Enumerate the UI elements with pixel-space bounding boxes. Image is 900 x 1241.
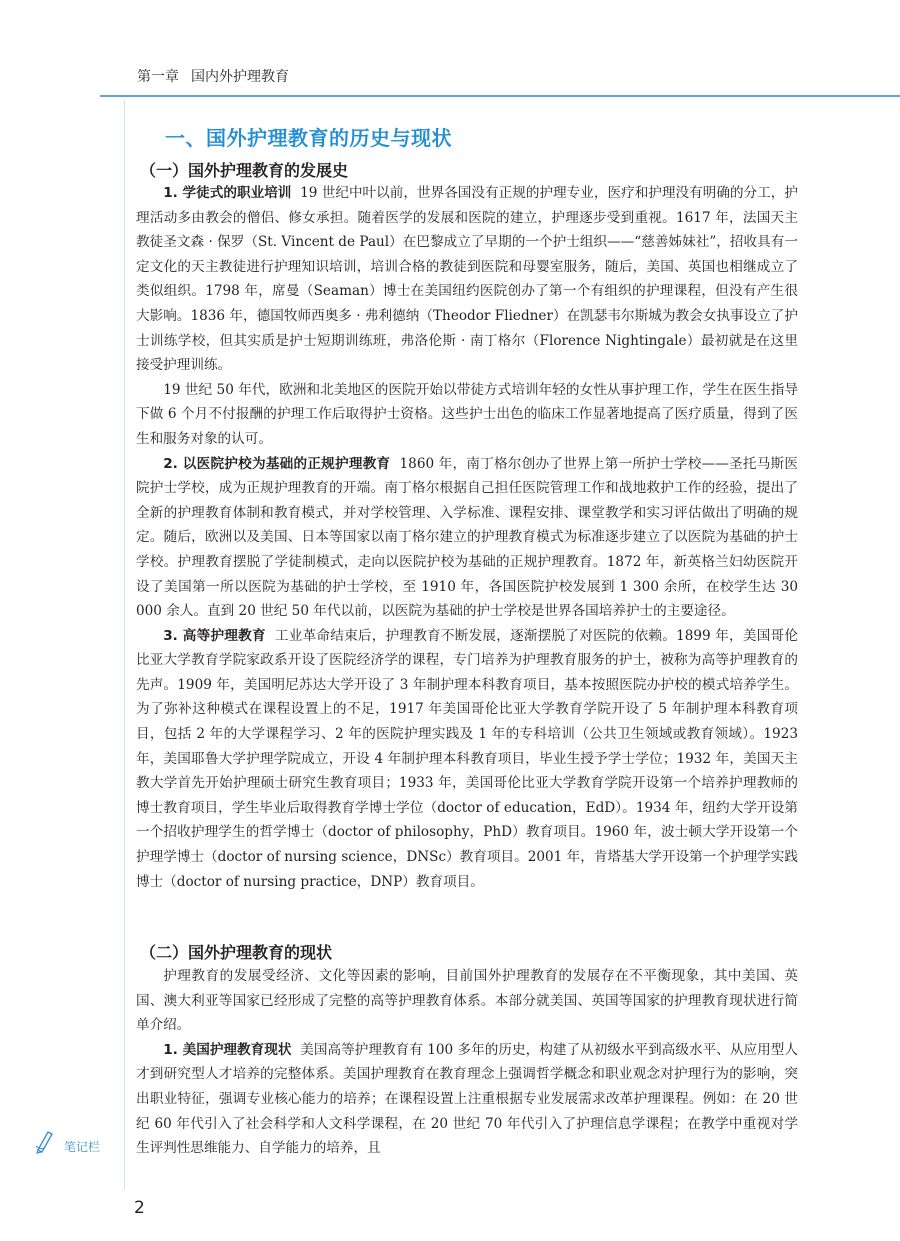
- chapter-title: 国内外护理教育: [191, 69, 289, 85]
- paragraph: [136, 378, 798, 452]
- notes-column-label: 笔记栏: [64, 1140, 101, 1154]
- paragraph-lead: 3. 高等护理教育: [163, 627, 266, 644]
- paragraph-body: 1860 年，南丁格尔创办了世界上第一所护士学校——圣托马斯医院护士学校，成为正规护理教育的开端。南丁格尔根据自己担任医院管理工作和战地救护工作的经验，提出了全新的护理教育体制和教育模式，并对学校管理、入学标准、课程安排、课堂教学和实习评估做出了明确的规定。随后，欧洲以及美国、日本等国家以南丁格尔建立的护理教育模式为标准逐步建立了以医院为基础的护士学校。护理教育摆脱了学徒制模式，走向以医院护校为基础的正规护理教育。1872 年，新英格兰妇幼医院开设了美国第一所以医院为基础的护士学校，至 1910 年，各国医院护校发展到 1 300 余所，在校学生达 30 000 余人。直到 20 世纪 50 年代以前，以医院为基础的护士学校是世界各国培养护士的主要途径。: [136, 455, 798, 620]
- paragraph-lead: 1. 学徒式的职业培训: [163, 185, 292, 201]
- page-number: 2: [134, 1198, 145, 1218]
- paragraph-body: 护理教育的发展受经济、文化等因素的影响，目前国外护理教育的发展存在不平衡现象，其中美国、英国、澳大利亚等国家已经形成了完整的高等护理教育体系。本部分就美国、英国等国家的护理教育现状进行简单介绍。: [136, 968, 798, 1034]
- margin-rule: [124, 100, 125, 1190]
- header-rule: [100, 95, 900, 97]
- paragraph: [136, 624, 798, 895]
- paragraph-body: 19 世纪 50 年代，欧洲和北美地区的医院开始以带徒方式培训年轻的女性从事护理工作，学生在医生指导下做 6 个月不付报酬的护理工作后取得护士资格。这些护士出色的临床工作显著地提高了医疗质量，得到了医生和服务对象的认可。: [136, 381, 798, 447]
- section-title: 一、国外护理教育的历史与现状: [165, 126, 452, 150]
- chapter-label: 第一章: [137, 69, 179, 85]
- paragraph: [136, 181, 798, 378]
- paragraph: [136, 452, 798, 624]
- running-head: [137, 66, 289, 86]
- paragraph-lead: 1. 美国护理教育现状: [163, 1041, 292, 1058]
- pen-icon: [34, 1128, 56, 1154]
- body-text-part2: [136, 964, 798, 1161]
- body-text-part1: [136, 181, 798, 894]
- paragraph: [136, 964, 798, 1038]
- paragraph-lead: 2. 以医院护校为基础的正规护理教育: [163, 455, 391, 472]
- paragraph-body: 19 世纪中叶以前，世界各国没有正规的护理专业，医疗和护理没有明确的分工，护理活动多由教会的僧侣、修女承担。随着医学的发展和医院的建立，护理逐步受到重视。1617 年，法国天主教徒圣文森 · 保罗（St. Vincent de Paul）在巴黎成立了早期的一个护士组织——“慈善姊妹社”，招收具有一定文化的天主教徒进行护理知识培训，培训合格的教徒到医院和母婴室服务，随后，美国、英国也相继成立了类似组织。1798 年，席曼（Seaman）博士在美国纽约医院创办了第一个有组织的护理课程，但没有产生很大影响。1836 年，德国牧师西奥多 · 弗利德纳（Theodor Fliedner）在凯瑟韦尔斯城为教会女执事设立了护士训练学校，但其实质是护士短期训练班，弗洛伦斯 · 南丁格尔（Florence Nightingale）最初就是在这里接受护理训练。: [136, 185, 798, 374]
- paragraph-body: 工业革命结束后，护理教育不断发展，逐渐摆脱了对医院的依赖。1899 年，美国哥伦比亚大学教育学院家政系开设了医院经济学的课程，专门培养为护理教育服务的护士，被称为高等护理教育的先声。1909 年，美国明尼苏达大学开设了 3 年制护理本科教育项目，基本按照医院办护校的模式培养学生。为了弥补这种模式在课程设置上的不足，1917 年美国哥伦比亚大学教育学院开设了 5 年制护理本科教育项目，包括 2 年的大学课程学习、2 年的医院护理实践及 1 年的专科培训（公共卫生领域或教育领域）。1923 年，美国耶鲁大学护理学院成立，开设 4 年制护理本科教育项目，毕业生授予学士学位；1932 年，美国天主教大学首先开始护理硕士研究生教育项目；1933 年，美国哥伦比亚大学教育学院开设第一个培养护理教师的博士教育项目，学生毕业后取得教育学博士学位（doctor of education，EdD）。1934 年，纽约大学开设第一个招收护理学生的哲学博士（doctor of philosophy，PhD）教育项目。1960 年，波士顿大学开设第一个护理学博士（doctor of nursing science，DNSc）教育项目。2001 年，肯塔基大学开设第一个护理学实践博士（doctor of nursing practice，DNP）教育项目。: [136, 627, 798, 890]
- subsection-title-1: （一）国外护理教育的发展史: [140, 161, 349, 180]
- paragraph: [136, 1038, 798, 1161]
- subsection-title-2: （二）国外护理教育的现状: [140, 943, 333, 962]
- paragraph-body: 美国高等护理教育有 100 多年的历史，构建了从初级水平到高级水平、从应用型人才到研究型人才培养的完整体系。美国护理教育在教育理念上强调哲学概念和职业观念对护理行为的影响，突出职业特征，强调专业核心能力的培养；在课程设置上注重根据专业发展需求改革护理课程。例如：在 20 世纪 60 年代引入了社会科学和人文科学课程，在 20 世纪 70 年代引入了护理信息学课程；在教学中重视对学生评判性思维能力、自学能力的培养，且: [136, 1041, 798, 1157]
